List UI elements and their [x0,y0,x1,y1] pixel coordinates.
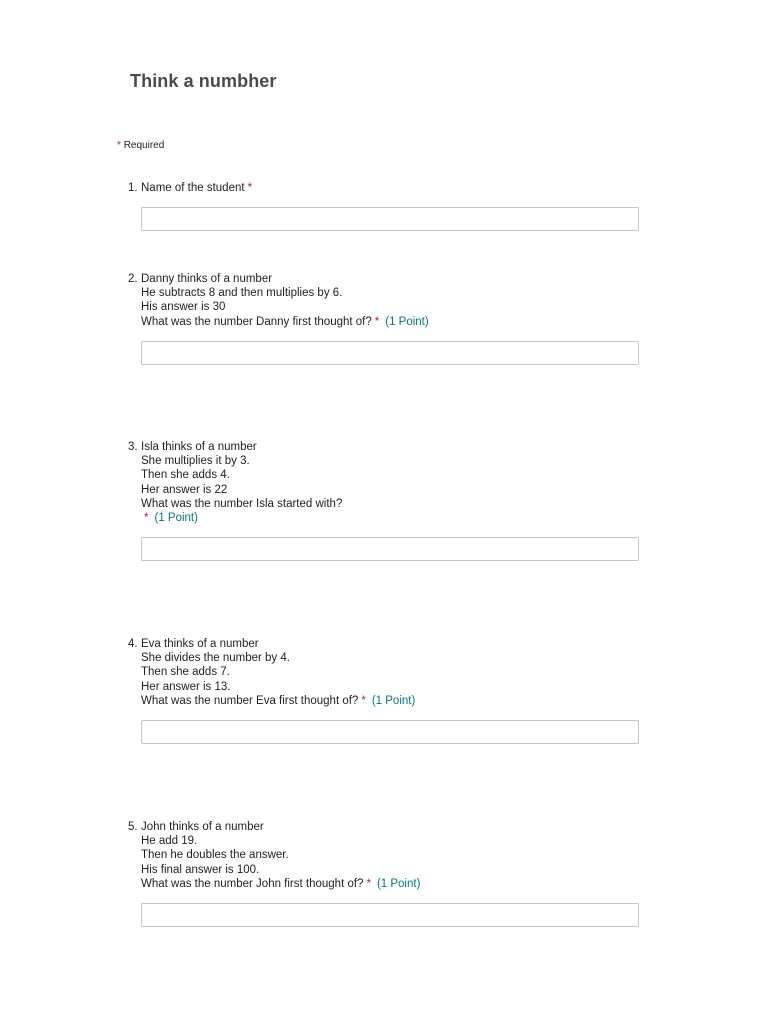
required-star: * [247,182,253,194]
points-label: (1 Point) [376,877,421,890]
required-star: * [366,877,371,890]
question-text [141,440,641,525]
question-line: What was the number Danny first thought of? [141,315,372,328]
required-star: * [374,315,380,328]
question-line: John thinks of a number [141,821,264,833]
points-label: (1 Point) [154,512,198,525]
question-line: His final answer is 100. [141,863,260,876]
points-label: (1 Point) [371,694,416,707]
question-text [141,181,641,195]
question-number: 5. [128,821,138,833]
question-line: Then she adds 4. [141,469,230,482]
question-number: 1. [128,182,138,194]
question-number: 2. [128,273,138,285]
required-star: * [144,512,149,525]
question-line: Isla thinks of a number [141,441,257,453]
question-line: Eva thinks of a number [141,638,259,650]
required-star: * [361,694,366,707]
question-line: Name of the student [141,182,245,194]
question-line: His answer is 30 [141,301,226,314]
question-line: He add 19. [141,835,198,848]
question-number: 4. [128,638,138,650]
question-line: What was the number John first thought of? [141,877,364,890]
points-label: (1 Point) [385,315,429,328]
required-label: Required [123,140,165,151]
answer-input-5[interactable] [141,903,639,927]
answer-input-4[interactable] [141,720,639,744]
question-text [141,820,641,891]
question-text [141,272,641,329]
question-line: Danny thinks of a number [141,273,273,285]
required-star: * [117,140,121,151]
question-line: What was the number Eva first thought of? [141,694,359,707]
answer-input-3[interactable] [141,537,639,561]
question-text [141,637,641,708]
question-line: Her answer is 22 [141,483,228,496]
question-line: She divides the number by 4. [141,652,290,665]
question-line: Then he doubles the answer. [141,849,289,862]
question-number: 3. [128,441,138,453]
question-line: She multiplies it by 3. [141,455,250,468]
form-title: Think a numbher [130,71,277,91]
answer-input-2[interactable] [141,341,639,365]
question-line: What was the number Isla started with? [141,497,343,510]
question-line: He subtracts 8 and then multiplies by 6. [141,287,343,300]
student-name-input[interactable] [141,207,639,231]
question-line: Her answer is 13. [141,680,231,693]
required-note [117,140,164,151]
question-line: Then she adds 7. [141,666,230,679]
